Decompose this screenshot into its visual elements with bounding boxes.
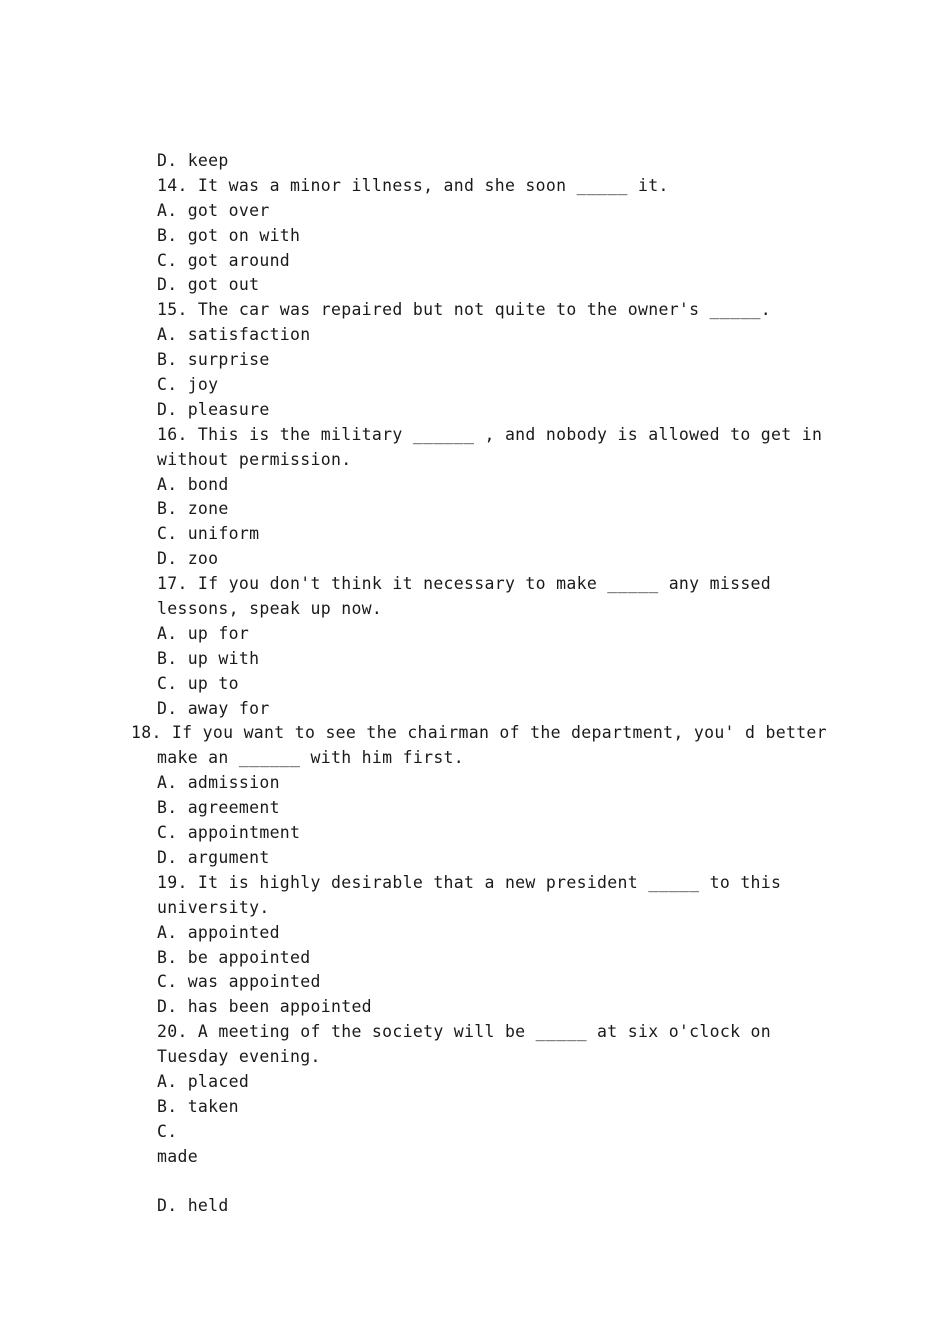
option-18-d: D. argument — [157, 847, 270, 867]
option-14-c: C. got around — [157, 250, 291, 270]
option-13-d: D. keep — [157, 151, 229, 170]
option-16-b: B. zone — [157, 499, 229, 519]
question-14: 14. It was a minor illness, and she soon _____ it. — [157, 175, 669, 195]
option-19-c: C. was appointed — [157, 972, 321, 992]
option-17-a: A. up for — [157, 623, 250, 643]
option-15-a: A. satisfaction — [157, 325, 311, 345]
blank-line — [157, 1170, 807, 1195]
option-20-d: D. held — [157, 1196, 229, 1216]
option-16-d: D. zoo — [157, 549, 219, 569]
question-20: 20. A meeting of the society will be _____ at six o'clock on — [157, 1022, 772, 1042]
option-16-c: C. uniform — [157, 524, 260, 544]
question-16-cont: without permission. — [157, 449, 352, 469]
option-15-d: D. pleasure — [157, 399, 270, 419]
option-19-a: A. appointed — [157, 922, 280, 942]
question-17-cont: lessons, speak up now. — [157, 599, 383, 619]
option-18-b: B. agreement — [157, 798, 280, 818]
option-14-a: A. got over — [157, 200, 270, 220]
option-18-c: C. appointment — [157, 823, 301, 843]
option-20-b: B. taken — [157, 1096, 239, 1116]
option-20-c: C. — [157, 1121, 178, 1141]
question-list — [131, 149, 827, 1219]
question-15: 15. The car was repaired but not quite to the owner's _____. — [157, 300, 772, 320]
option-17-b: B. up with — [157, 648, 260, 668]
option-18-a: A. admission — [157, 773, 280, 793]
option-15-b: B. surprise — [157, 350, 270, 370]
option-19-d: D. has been appointed — [157, 997, 372, 1017]
question-19-cont: university. — [157, 897, 270, 917]
option-14-d: D. got out — [157, 275, 260, 295]
question-20-cont: Tuesday evening. — [157, 1047, 321, 1067]
option-16-a: A. bond — [157, 474, 229, 494]
question-16: 16. This is the military ______ , and nobody is allowed to get in — [157, 424, 823, 444]
option-20-c-text: made — [157, 1146, 198, 1166]
question-18-cont: make an ______ with him first. — [157, 748, 465, 768]
option-15-c: C. joy — [157, 375, 219, 395]
question-19: 19. It is highly desirable that a new president _____ to this — [157, 872, 782, 892]
option-19-b: B. be appointed — [157, 947, 311, 967]
option-17-d: D. away for — [157, 698, 270, 718]
option-14-b: B. got on with — [157, 225, 301, 245]
option-20-a: A. placed — [157, 1071, 250, 1091]
question-18: 18. If you want to see the chairman of the department, you' d better — [131, 723, 827, 743]
question-17: 17. If you don't think it necessary to make _____ any missed — [157, 574, 772, 594]
option-17-c: C. up to — [157, 673, 239, 693]
